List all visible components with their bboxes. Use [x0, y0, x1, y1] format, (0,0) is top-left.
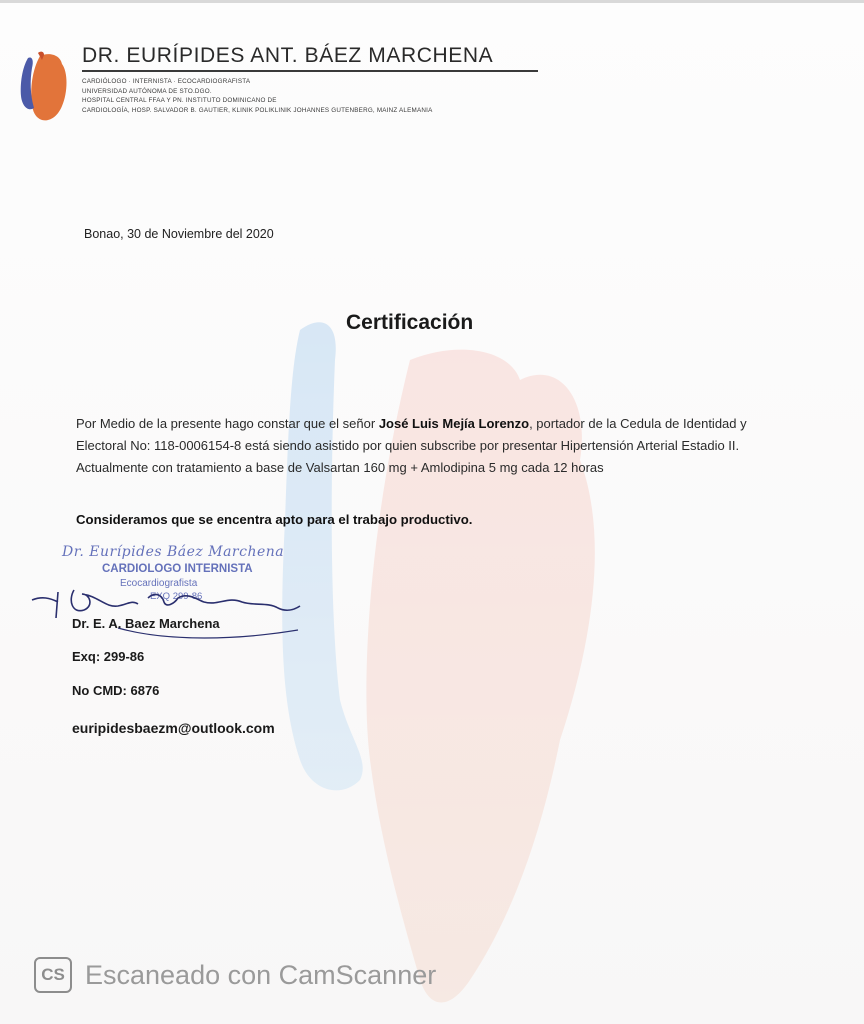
- signer-cmd-number: No CMD: 6876: [72, 683, 160, 698]
- camscanner-watermark: [34, 955, 436, 995]
- heart-logo-icon: [18, 50, 70, 130]
- signer-exequatur: Exq: 299-86: [72, 649, 145, 664]
- credential-line: CARDIÓLOGO · INTERNISTA · ECOCARDIOGRAFISTA: [82, 78, 251, 85]
- signer-email: euripidesbaezm@outlook.com: [72, 720, 275, 736]
- fitness-statement: Consideramos que se encentra apto para el trabajo productivo.: [76, 512, 473, 527]
- certification-body: [76, 413, 776, 479]
- body-text-part: , portador de la Cedula de Identidad y Electoral No: 118-0006154-8 está siendo asistido por quien subscribe por presentar Hipertensión Arterial Estadio II. Actualmente con tratamiento a base de Valsartan 160 mg + Amlodipina 5 mg cada 12 horas: [76, 416, 747, 475]
- document-title: Certificación: [346, 311, 474, 334]
- credential-line: CARDIOLOGÍA, HOSP. SALVADOR B. GAUTIER, KLINIK POLIKLINIK JOHANNES GUTENBERG, MAINZ ALEMANIA: [82, 106, 433, 114]
- camscanner-text: Escaneado con CamScanner: [85, 959, 437, 990]
- stamp-name: Dr. Eurípides Báez Marchena: [62, 544, 285, 560]
- document-date: Bonao, 30 de Noviembre del 2020: [84, 227, 274, 241]
- stamp-subtitle: Ecocardiografista: [120, 578, 198, 589]
- body-text-part: Por Medio de la presente hago constar que el señor: [76, 416, 379, 431]
- credential-line: UNIVERSIDAD AUTÓNOMA DE STO.DGO.: [82, 87, 212, 95]
- doctor-name-header: DR. EURÍPIDES ANT. BÁEZ MARCHENA: [82, 44, 494, 67]
- scan-edge: [0, 0, 864, 3]
- patient-name: José Luis Mejía Lorenzo: [378, 416, 530, 431]
- signer-name: Dr. E. A. Baez Marchena: [72, 616, 220, 631]
- stamp-exq: EXQ 299-86: [150, 591, 203, 602]
- stamp-title: CARDIOLOGO INTERNISTA: [102, 563, 253, 575]
- camscanner-icon: CS: [34, 957, 72, 993]
- credential-line: HOSPITAL CENTRAL FFAA Y PN. INSTITUTO DOMINICANO DE: [82, 97, 277, 104]
- header-divider: [82, 70, 538, 72]
- handwritten-signature: [28, 556, 328, 646]
- doctor-credentials: [82, 77, 432, 115]
